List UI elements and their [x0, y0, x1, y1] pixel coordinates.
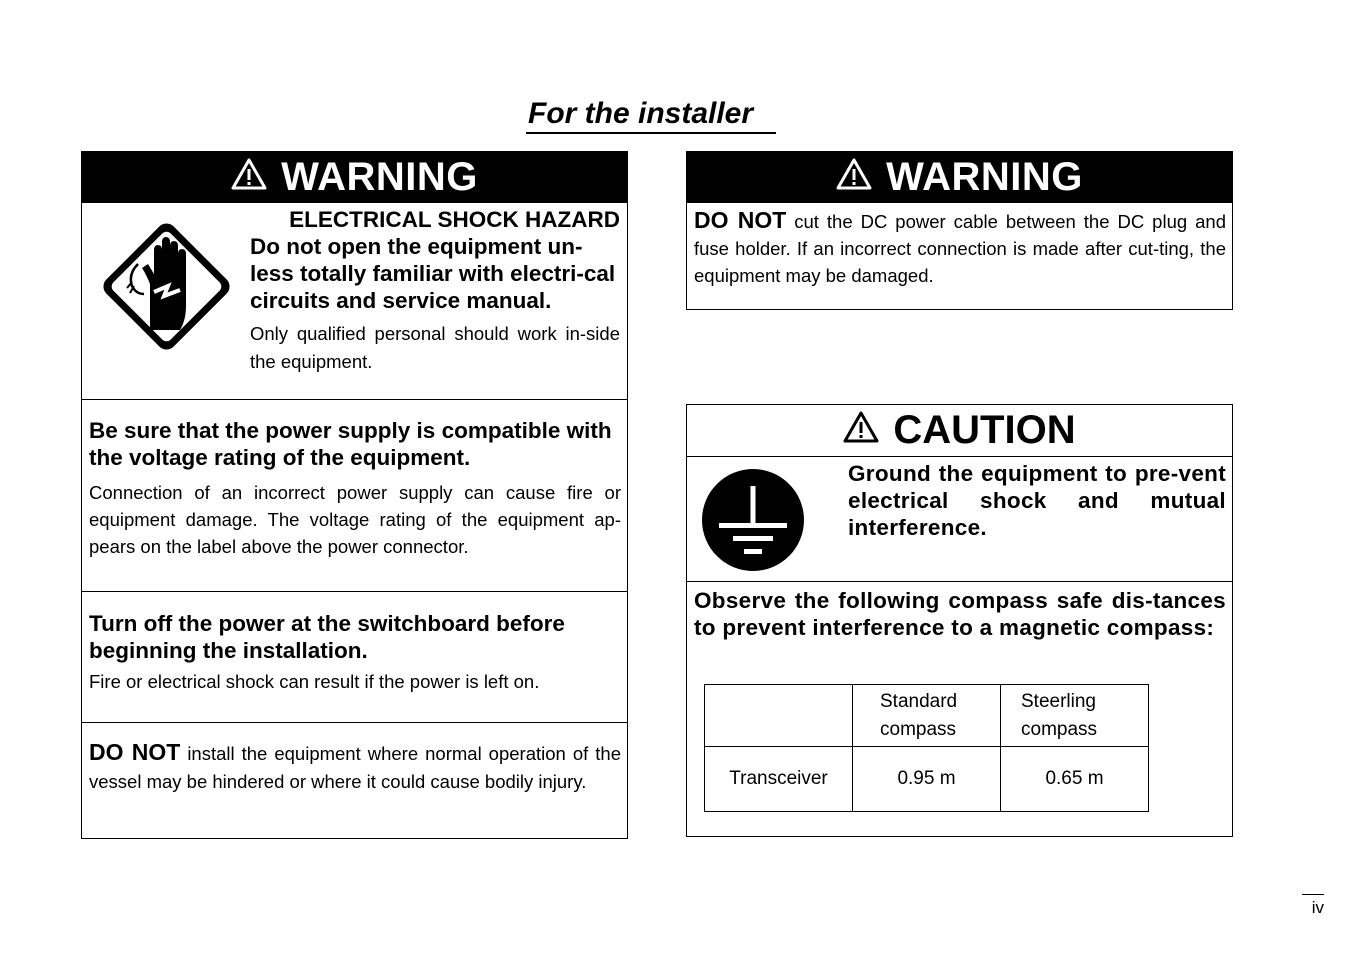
power-supply-warning: Be sure that the power supply is compatible with the voltage rating of the equipment.	[89, 418, 612, 470]
caution-divider	[687, 581, 1232, 582]
warning-triangle-icon	[231, 155, 267, 200]
caution-header	[687, 405, 1232, 457]
table-header-standard-line1: Standard	[880, 690, 958, 712]
left-warning-divider-3	[82, 722, 627, 723]
dc-cable-note: cut the DC power cable between the DC plug and fuse holder. If an incorrect connection is made after cut-ting, the equipment may be damaged.	[694, 211, 1226, 286]
right-warning-box	[686, 151, 1233, 310]
dc-cable-do-not: DO NOT	[694, 207, 787, 233]
table-header-standard	[853, 685, 1001, 747]
switchboard-warning: Turn off the power at the switchboard before beginning the installation.	[89, 611, 565, 663]
install-note: install the equipment where normal operation of the vessel may be hindered or where it could cause bodily injury.	[89, 743, 621, 792]
install-warning	[89, 738, 621, 796]
dc-cable-warning	[694, 207, 1226, 289]
warning-triangle-icon	[843, 408, 879, 453]
caution-title: CAUTION	[893, 408, 1076, 452]
left-warning-title: WARNING	[281, 155, 478, 199]
shock-hazard-note: Only qualified personal should work in-side the equipment.	[250, 323, 620, 372]
table-row-label: Transceiver	[705, 747, 853, 812]
table-row	[705, 747, 1149, 812]
page-number: iv	[1302, 894, 1324, 919]
shock-hazard-warning: Do not open the equipment un-less totally familiar with electri-cal circuits and service manual.	[250, 234, 616, 313]
warning-triangle-icon	[836, 155, 872, 200]
table-cell-steerling: 0.65 m	[1001, 747, 1149, 812]
electrical-shock-hazard-icon	[94, 214, 239, 359]
left-warning-header	[82, 152, 627, 203]
ground-symbol-icon	[701, 468, 805, 572]
shock-hazard-title: ELECTRICAL SHOCK HAZARD	[289, 207, 620, 232]
caution-box	[686, 404, 1233, 837]
right-warning-title: WARNING	[886, 155, 1083, 199]
left-warning-divider-1	[82, 399, 627, 400]
left-warning-divider-2	[82, 591, 627, 592]
table-header-steerling-line2: compass	[1021, 718, 1098, 740]
compass-warning: Observe the following compass safe dis-tances to prevent interference to a magnetic compass:	[694, 588, 1226, 640]
table-header-steerling	[1001, 685, 1149, 747]
table-header-steerling-line1: Steerling	[1021, 690, 1096, 712]
page-title: For the installer	[526, 96, 776, 134]
table-header-standard-line2: compass	[880, 718, 957, 740]
compass-safe-distance-table	[704, 684, 1149, 812]
right-warning-header	[687, 152, 1232, 203]
ground-warning: Ground the equipment to pre-vent electrical shock and mutual interference.	[848, 461, 1226, 540]
left-warning-box	[81, 151, 628, 839]
install-do-not: DO NOT	[89, 739, 181, 765]
table-row	[705, 685, 1149, 747]
power-supply-note: Connection of an incorrect power supply can cause fire or equipment damage. The voltage rating of the equipment ap-pears on the label above the power connector.	[89, 482, 621, 557]
switchboard-note: Fire or electrical shock can result if the power is left on.	[89, 671, 540, 692]
table-cell-standard: 0.95 m	[853, 747, 1001, 812]
table-corner-cell	[705, 685, 853, 747]
